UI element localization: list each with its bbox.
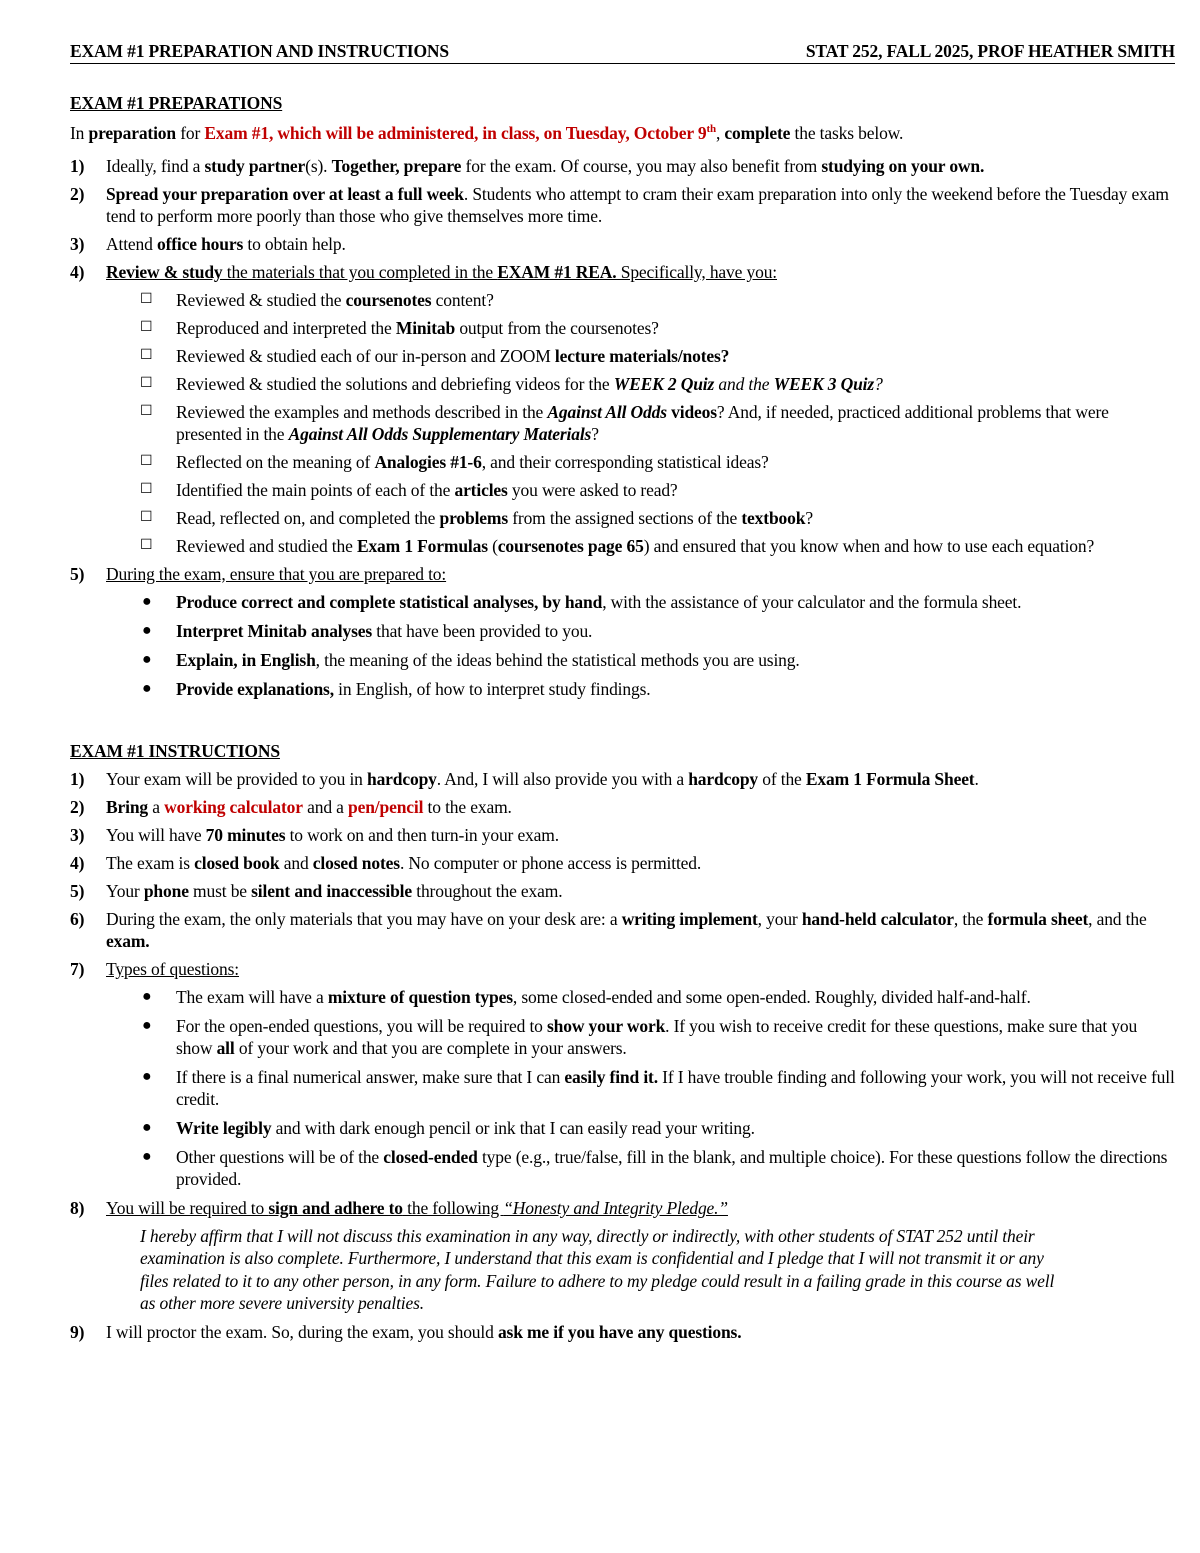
bullet-icon: ● bbox=[142, 1016, 152, 1034]
honesty-pledge: I hereby affirm that I will not discuss this examination in any way, directly or indirectly, with other students of STAT 252 until their examination is also complete. Furthermore, I understand that this exam is confidential and I pledge that I will not transmit it or any files related to it to any other person, in any form. Failure to adhere to my pledge could result in a failing grade in this course as well as other more severe university penalties. bbox=[140, 1225, 1055, 1314]
page-header bbox=[70, 40, 1175, 64]
bullet-icon: ● bbox=[142, 1118, 152, 1136]
instr-item-4: 4) The exam is closed book and closed notes. No computer or phone access is permitted. bbox=[70, 852, 702, 873]
bullet-icon: ● bbox=[142, 1067, 152, 1085]
instr-item-8: 8) You will be required to sign and adhere to the following “Honesty and Integrity Pledge.” bbox=[70, 1197, 728, 1218]
checkbox-icon: ☐ bbox=[140, 347, 153, 363]
checklist-item: ☐ Reviewed the examples and methods described in the Against All Odds videos? And, if needed, practiced additional problems that were presented in the Against All Odds Supplementary Materials? bbox=[140, 401, 1109, 444]
checklist-item: ☐ Reviewed & studied each of our in-person and ZOOM lecture materials/notes? bbox=[140, 345, 730, 366]
instr-list bbox=[70, 768, 1175, 1343]
question-type-item: ● For the open-ended questions, you will be required to show your work. If you wish to receive credit for these questions, make sure that you show all of your work and that you are complete in your answers. bbox=[142, 1015, 1138, 1058]
checkbox-icon: ☐ bbox=[140, 403, 153, 419]
bullet-icon: ● bbox=[142, 621, 152, 639]
bullet-icon: ● bbox=[142, 1147, 152, 1165]
checklist-item: ☐ Reviewed & studied the coursenotes content? bbox=[140, 289, 494, 310]
prep-item-4: 4) Review & study the materials that you completed in the EXAM #1 REA. Specifically, have you: bbox=[70, 261, 778, 282]
skill-item: ● Interpret Minitab analyses that have been provided to you. bbox=[142, 620, 593, 641]
prep-intro: In preparation for Exam #1, which will be administered, in class, on Tuesday, October 9th, complete the tasks below. bbox=[70, 122, 904, 143]
prep-item-2: 2) Spread your preparation over at least a full week. Students who attempt to cram their exam preparation into only the weekend before the Tuesday exam tend to perform more poorly than those who give themselves more time. bbox=[70, 183, 1169, 226]
skill-item: ● Produce correct and complete statistical analyses, by hand, with the assistance of your calculator and the formula sheet. bbox=[142, 591, 1022, 612]
question-type-item: ● Write legibly and with dark enough pencil or ink that I can easily read your writing. bbox=[142, 1117, 755, 1138]
instr-item-5: 5) Your phone must be silent and inaccessible throughout the exam. bbox=[70, 880, 563, 901]
instr-item-1: 1) Your exam will be provided to you in hardcopy. And, I will also provide you with a hardcopy of the Exam 1 Formula Sheet. bbox=[70, 768, 979, 789]
checklist-item: ☐ Reproduced and interpreted the Minitab output from the coursenotes? bbox=[140, 317, 659, 338]
question-type-item: ● The exam will have a mixture of question types, some closed-ended and some open-ended. Roughly, divided half-and-half. bbox=[142, 986, 1031, 1007]
header-course: STAT 252, FALL 2025, PROF HEATHER SMITH bbox=[805, 41, 1175, 61]
document-page bbox=[70, 40, 1175, 1349]
instr-section-title: EXAM #1 INSTRUCTIONS bbox=[70, 740, 280, 761]
prep-section-title: EXAM #1 PREPARATIONS bbox=[70, 93, 283, 113]
checkbox-icon: ☐ bbox=[140, 509, 153, 525]
bullet-icon: ● bbox=[142, 592, 152, 610]
checkbox-icon: ☐ bbox=[140, 375, 153, 391]
bullet-icon: ● bbox=[142, 650, 152, 668]
instr-item-9: 9) I will proctor the exam. So, during the exam, you should ask me if you have any questions. bbox=[70, 1321, 742, 1342]
checkbox-icon: ☐ bbox=[140, 291, 153, 307]
checklist-item: ☐ Read, reflected on, and completed the problems from the assigned sections of the textbook? bbox=[140, 507, 813, 528]
skill-item: ● Provide explanations, in English, of how to interpret study findings. bbox=[142, 678, 651, 699]
prep-item-5: 5) During the exam, ensure that you are prepared to: bbox=[70, 563, 447, 584]
exam-date: Exam #1, which will be administered, in class, on Tuesday, October 9th bbox=[204, 122, 716, 143]
checklist-item: ☐ Reviewed & studied the solutions and debriefing videos for the WEEK 2 Quiz and the WEEK 3 Quiz? bbox=[140, 373, 883, 394]
bullet-icon: ● bbox=[142, 679, 152, 697]
checkbox-icon: ☐ bbox=[140, 453, 153, 469]
bullet-icon: ● bbox=[142, 987, 152, 1005]
prep-list bbox=[70, 155, 1175, 700]
question-type-item: ● If there is a final numerical answer, make sure that I can easily find it. If I have trouble finding and following your work, you will not receive full credit. bbox=[142, 1066, 1175, 1109]
skill-item: ● Explain, in English, the meaning of the ideas behind the statistical methods you are using. bbox=[142, 649, 800, 670]
checklist-item: ☐ Reflected on the meaning of Analogies #1-6, and their corresponding statistical ideas? bbox=[140, 451, 769, 472]
instr-item-6: 6) During the exam, the only materials that you may have on your desk are: a writing implement, your hand-held calculator, the formula sheet, and the exam. bbox=[70, 908, 1147, 951]
question-type-item: ● Other questions will be of the closed-ended type (e.g., true/false, fill in the blank, and multiple choice). For these questions follow the directions provided. bbox=[142, 1146, 1168, 1189]
checkbox-icon: ☐ bbox=[140, 481, 153, 497]
prep-item-1: 1) Ideally, find a study partner(s). Together, prepare for the exam. Of course, you may also benefit from studying on your own. bbox=[70, 155, 985, 176]
header-title: EXAM #1 PREPARATION AND INSTRUCTIONS bbox=[70, 41, 449, 61]
instr-item-7: 7) Types of questions: bbox=[70, 958, 239, 979]
checklist-item: ☐ Identified the main points of each of the articles you were asked to read? bbox=[140, 479, 678, 500]
instr-item-3: 3) You will have 70 minutes to work on and then turn-in your exam. bbox=[70, 824, 559, 845]
checkbox-icon: ☐ bbox=[140, 319, 153, 335]
checklist-item: ☐ Reviewed and studied the Exam 1 Formulas (coursenotes page 65) and ensured that you know when and how to use each equation? bbox=[140, 535, 1095, 556]
checkbox-icon: ☐ bbox=[140, 537, 153, 553]
prep-item-3: 3) Attend office hours to obtain help. bbox=[70, 233, 346, 254]
instr-item-2: 2) Bring a working calculator and a pen/pencil to the exam. bbox=[70, 796, 512, 817]
